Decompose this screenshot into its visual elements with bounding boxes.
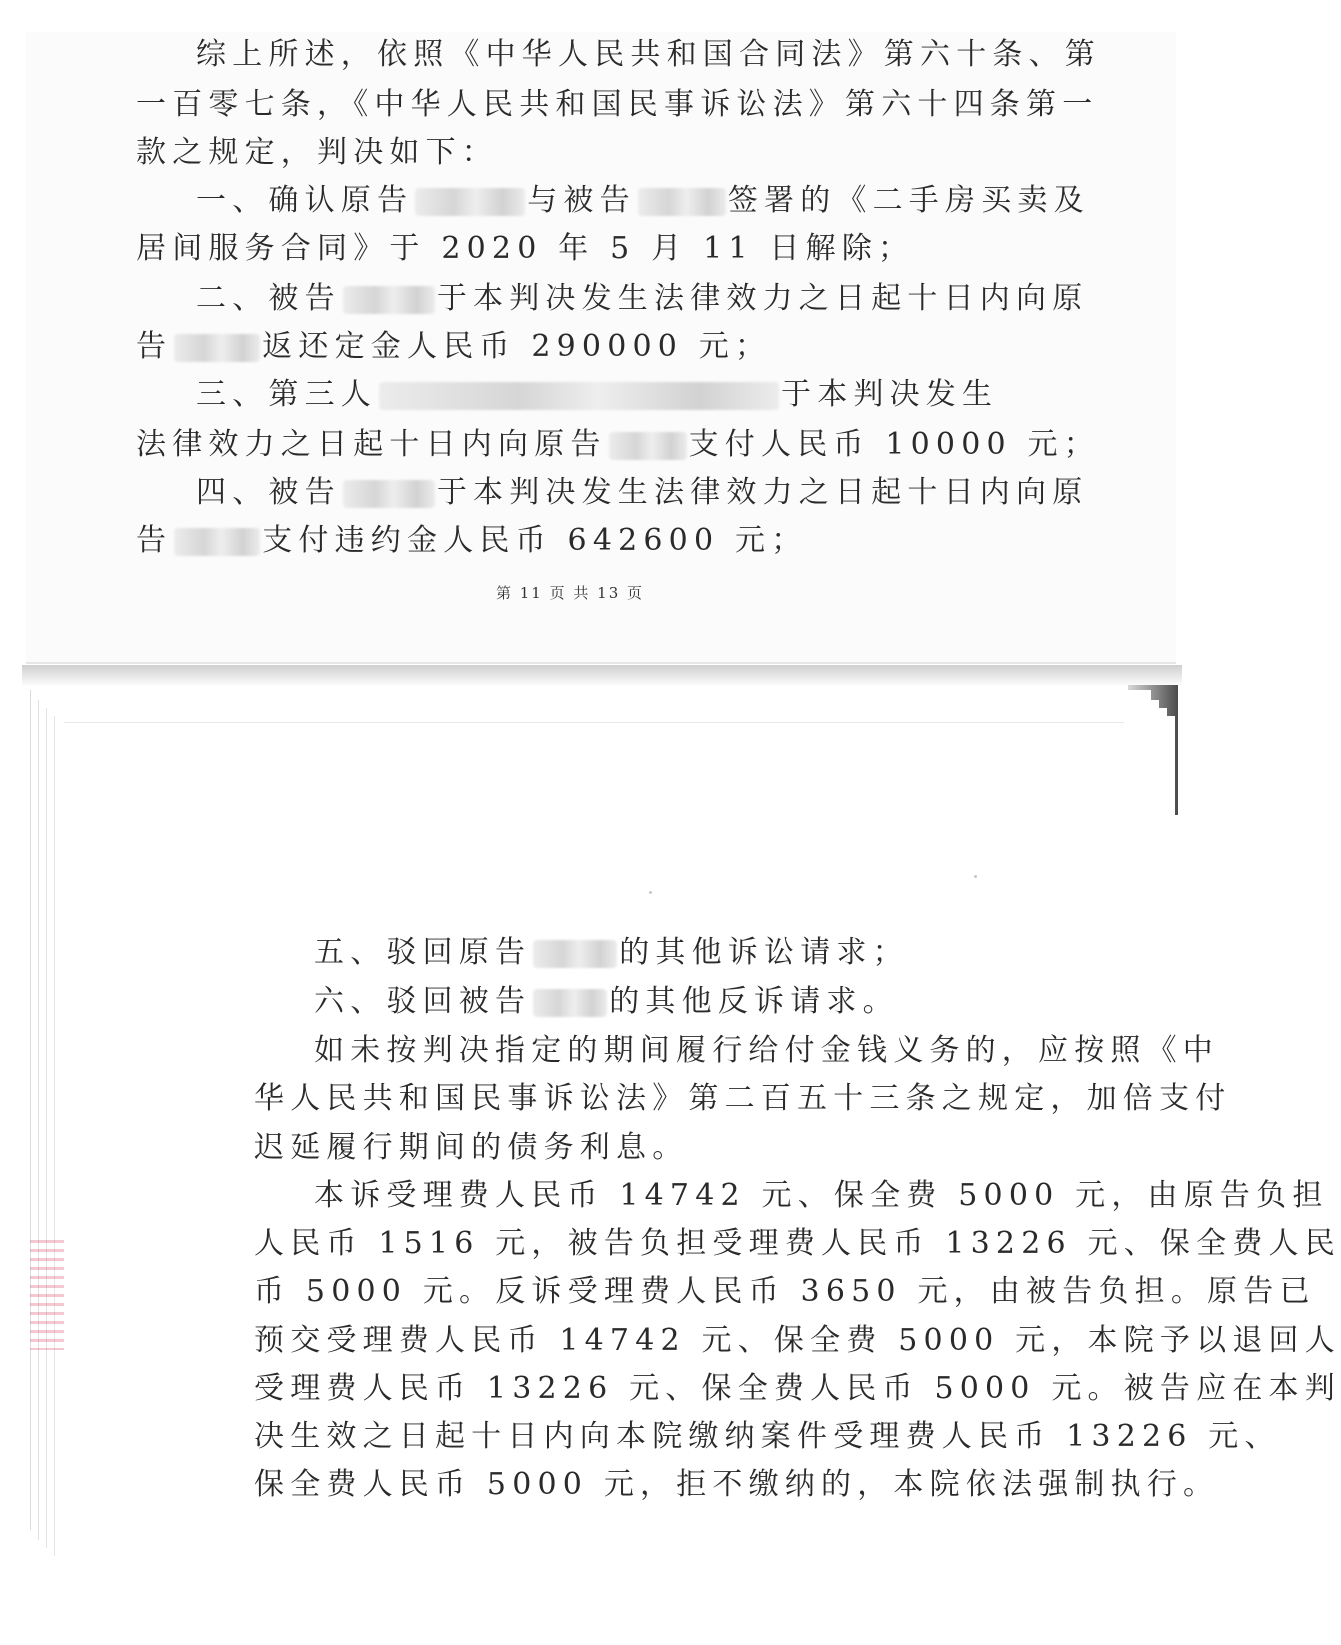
text-segment: 告 <box>136 329 173 364</box>
redacted-name <box>533 989 607 1017</box>
scan-speck <box>649 891 652 894</box>
text-line <box>136 329 772 364</box>
text-line <box>196 183 1090 218</box>
text-segment: 返还定金人民币 290000 元； <box>262 329 772 364</box>
text-line: 综上所述，依照《中华人民共和国合同法》第六十条、第 <box>196 37 1101 72</box>
text-line <box>196 281 1089 316</box>
text-line <box>314 984 899 1019</box>
scan-gap <box>22 665 1182 687</box>
text-line: 如未按判决指定的期间履行给付金钱义务的，应按照《中 <box>314 1033 1219 1068</box>
text-line <box>136 427 1100 462</box>
text-segment: 与被告 <box>527 183 636 218</box>
redacted-name <box>533 940 617 968</box>
text-segment: 的其他诉讼请求； <box>619 935 909 970</box>
text-line <box>196 475 1089 510</box>
text-segment: 的其他反诉请求。 <box>609 984 899 1019</box>
redacted-name <box>379 382 779 410</box>
page-number: 第 11 页 共 13 页 <box>496 584 645 602</box>
text-line: 人民币 1516 元，被告负担受理费人民币 13226 元、保全费人民 <box>254 1226 1341 1261</box>
text-segment: 二、被告 <box>196 281 341 316</box>
text-line: 本诉受理费人民币 14742 元、保全费 5000 元，由原告负担 <box>314 1178 1329 1213</box>
text-line <box>136 523 808 558</box>
redacted-name <box>343 480 435 508</box>
text-segment: 支付违约金人民币 642600 元； <box>262 523 808 558</box>
text-segment: 于本判决发生法律效力之日起十日内向原 <box>436 475 1089 510</box>
text-segment: 三、第三人 <box>196 377 377 412</box>
text-line: 一百零七条，《中华人民共和国民事诉讼法》第六十四条第一 <box>136 87 1099 122</box>
text-line: 决生效之日起十日内向本院缴纳案件受理费人民币 13226 元、 <box>254 1419 1281 1454</box>
text-segment: 于本判决发生 <box>781 377 999 412</box>
redacted-name <box>174 334 260 362</box>
judgment-page-11 <box>26 32 1176 662</box>
text-segment: 于本判决发生法律效力之日起十日内向原 <box>436 281 1089 316</box>
redacted-name <box>609 432 687 460</box>
text-segment: 五、驳回原告 <box>314 935 532 970</box>
text-line: 居间服务合同》于 2020 年 5 月 11 日解除； <box>136 231 915 266</box>
redacted-name <box>415 188 525 216</box>
text-line: 迟延履行期间的债务利息。 <box>254 1130 689 1165</box>
text-segment: 支付人民币 10000 元； <box>688 427 1100 462</box>
text-line <box>314 935 909 970</box>
scan-speck <box>974 875 977 878</box>
text-segment: 法律效力之日起十日内向原告 <box>136 427 607 462</box>
text-line: 华人民共和国民事诉讼法》第二百五十三条之规定，加倍支付 <box>254 1081 1232 1116</box>
text-line: 款之规定，判决如下： <box>136 135 498 170</box>
text-segment: 签署的《二手房买卖及 <box>727 183 1090 218</box>
text-line: 受理费人民币 13226 元、保全费人民币 5000 元。被告应在本判 <box>254 1371 1341 1406</box>
redacted-name <box>638 188 726 216</box>
redacted-name <box>174 528 260 556</box>
text-segment: 四、被告 <box>196 475 341 510</box>
text-line: 预交受理费人民币 14742 元、保全费 5000 元，本院予以退回人 <box>254 1323 1341 1358</box>
judgment-page-12 <box>64 722 1341 1523</box>
text-segment: 六、驳回被告 <box>314 984 532 1019</box>
text-line <box>196 377 999 412</box>
redacted-name <box>343 286 435 314</box>
text-segment: 一、确认原告 <box>196 183 414 218</box>
text-segment: 告 <box>136 523 173 558</box>
text-line: 保全费人民币 5000 元，拒不缴纳的，本院依法强制执行。 <box>254 1467 1220 1502</box>
text-line: 币 5000 元。反诉受理费人民币 3650 元，由被告负担。原告已 <box>254 1274 1316 1309</box>
